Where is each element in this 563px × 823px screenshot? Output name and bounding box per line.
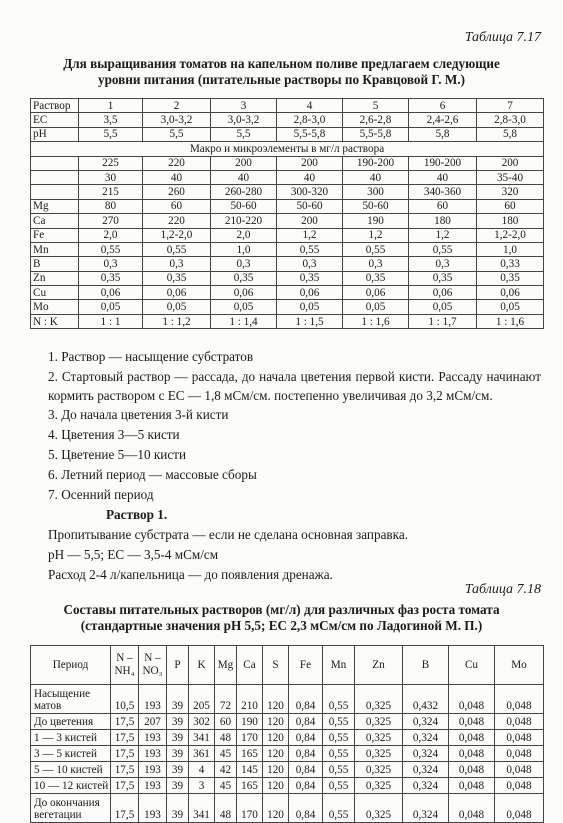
note-item: 1. Раствор — насыщение субстратов <box>48 349 254 364</box>
table-cell: 180 <box>409 214 477 228</box>
table-cell: 0,55 <box>323 730 355 746</box>
table-cell: 120 <box>263 685 289 714</box>
header-cell: Zn <box>355 646 403 685</box>
table-cell: 6 <box>409 99 477 113</box>
table-cell: 340-360 <box>409 185 477 199</box>
header-text: NO₃ <box>142 665 163 677</box>
table-cell: 1 : 1,4 <box>211 314 277 328</box>
table-cell: 39 <box>167 685 189 714</box>
table-cell: 341 <box>189 730 215 746</box>
table-cell: 35-40 <box>477 170 544 184</box>
table-cell: 0,35 <box>211 271 277 285</box>
table-cell: 0,048 <box>495 730 544 746</box>
row-label: Fe <box>31 228 79 242</box>
table-cell: 0,84 <box>289 762 323 778</box>
header-cell <box>139 646 167 685</box>
table-cell: 39 <box>167 746 189 762</box>
table-cell: 193 <box>139 746 167 762</box>
note-item: 7. Осенний период <box>48 487 154 502</box>
table-cell: 0,048 <box>449 685 495 714</box>
row-label: Zn <box>31 271 79 285</box>
table-cell: 0,325 <box>355 714 403 730</box>
table-row <box>31 714 544 730</box>
table-cell: 193 <box>139 685 167 714</box>
table-cell: 40 <box>211 170 277 184</box>
table-subheader: Макро и микроэлементы в мг/л раствора <box>31 142 544 156</box>
table-cell: 0,06 <box>211 286 277 300</box>
table-cell: 17,5 <box>111 762 139 778</box>
table-cell: 39 <box>167 794 189 823</box>
table-cell: 30 <box>79 170 143 184</box>
table-cell: 4 <box>189 762 215 778</box>
table-cell: 50-60 <box>343 199 409 213</box>
table-cell: 0,55 <box>323 746 355 762</box>
table-cell: 0,05 <box>143 300 211 314</box>
table-cell: 270 <box>79 214 143 228</box>
table-cell: 5 <box>343 99 409 113</box>
table-cell: 60 <box>409 199 477 213</box>
table-cell: 193 <box>139 730 167 746</box>
table-cell: 300-320 <box>277 185 343 199</box>
table-cell: 0,048 <box>495 794 544 823</box>
table-cell: 302 <box>189 714 215 730</box>
table-header-row <box>31 646 544 685</box>
table-cell: 200 <box>211 156 277 170</box>
header-cell: Период <box>31 646 111 685</box>
table-cell: 0,05 <box>477 300 544 314</box>
table-cell: 0,048 <box>495 685 544 714</box>
nutrient-solutions-table <box>30 645 544 823</box>
table-cell: 0,048 <box>449 762 495 778</box>
table-cell: 361 <box>189 746 215 762</box>
table-cell: 39 <box>167 778 189 794</box>
table-cell: 0,55 <box>323 714 355 730</box>
table-cell: 1,2 <box>409 228 477 242</box>
table-cell: 0,55 <box>323 794 355 823</box>
table-cell: 0,048 <box>495 746 544 762</box>
row-label <box>31 170 79 184</box>
period-cell: 5 — 10 кистей <box>31 762 111 778</box>
table-row <box>31 286 544 300</box>
table-cell: 0,324 <box>403 778 449 794</box>
table-cell: 0,35 <box>143 271 211 285</box>
table-cell: 0,35 <box>343 271 409 285</box>
notes-block <box>30 347 541 585</box>
row-label: Mo <box>31 300 79 314</box>
table-caption: Таблица 7.17 <box>464 30 541 45</box>
table-cell: 300 <box>343 185 409 199</box>
period-cell: 10 — 12 кистей <box>31 778 111 794</box>
table-cell: 0,06 <box>343 286 409 300</box>
table-cell: 39 <box>167 714 189 730</box>
table-cell: 0,325 <box>355 746 403 762</box>
table-cell: 215 <box>79 185 143 199</box>
period-cell: До цветения <box>31 714 111 730</box>
note-item: 4. Цветения 3—5 кисти <box>48 427 180 442</box>
table-row <box>31 257 544 271</box>
table-cell: 190-200 <box>343 156 409 170</box>
table-cell: 120 <box>263 730 289 746</box>
table-cell: 210-220 <box>211 214 277 228</box>
table-cell: 190-200 <box>409 156 477 170</box>
table-cell: 40 <box>343 170 409 184</box>
table-cell: 80 <box>79 199 143 213</box>
table-cell: 0,55 <box>323 778 355 794</box>
table-cell: 165 <box>237 778 263 794</box>
row-label <box>31 156 79 170</box>
table-cell: 7 <box>477 99 544 113</box>
table-cell: 2,8-3,0 <box>477 113 544 127</box>
table-cell: 0,35 <box>277 271 343 285</box>
header-cell: Mg <box>215 646 237 685</box>
table-cell: 165 <box>237 746 263 762</box>
period-cell <box>31 685 111 714</box>
table-cell: 0,325 <box>355 794 403 823</box>
period-text: матов <box>34 700 62 712</box>
period-text: Насыщение <box>34 688 91 700</box>
table-cell: 0,048 <box>495 762 544 778</box>
table-row <box>31 170 544 184</box>
table-row <box>31 778 544 794</box>
table-cell: 0,324 <box>403 762 449 778</box>
table-cell: 341 <box>189 794 215 823</box>
table-cell: 0,3 <box>343 257 409 271</box>
table-cell: 5,8 <box>477 127 544 141</box>
table-cell: 0,324 <box>403 730 449 746</box>
table-cell: 0,048 <box>449 778 495 794</box>
table-cell: 1 : 1,6 <box>477 314 544 328</box>
table-cell: 5,8 <box>409 127 477 141</box>
table-cell: 220 <box>143 214 211 228</box>
table-cell: 225 <box>79 156 143 170</box>
table-cell: 205 <box>189 685 215 714</box>
table-row <box>31 127 544 141</box>
table-row <box>31 199 544 213</box>
period-cell: 3 — 5 кистей <box>31 746 111 762</box>
table-cell: 0,55 <box>277 242 343 256</box>
table-cell: 60 <box>215 714 237 730</box>
table-cell: 210 <box>237 685 263 714</box>
table-cell: 4 <box>277 99 343 113</box>
table-cell: 0,06 <box>143 286 211 300</box>
table-cell: 1 <box>79 99 143 113</box>
table-cell: 0,05 <box>409 300 477 314</box>
table-cell: 0,35 <box>409 271 477 285</box>
table-cell: 1,0 <box>211 242 277 256</box>
table-cell: 190 <box>343 214 409 228</box>
table-cell: 0,324 <box>403 794 449 823</box>
table-cell: 60 <box>477 199 544 213</box>
table-cell: 2,8-3,0 <box>277 113 343 127</box>
table-cell: 200 <box>477 156 544 170</box>
table-cell: 0,05 <box>211 300 277 314</box>
table-cell: 0,35 <box>79 271 143 285</box>
table-cell: 260 <box>143 185 211 199</box>
note-item: 5. Цветение 5—10 кисти <box>48 447 186 462</box>
table-cell: 0,3 <box>79 257 143 271</box>
header-cell <box>111 646 139 685</box>
table-cell: 120 <box>263 778 289 794</box>
table-cell: 60 <box>143 199 211 213</box>
table-cell: 320 <box>477 185 544 199</box>
header-cell: S <box>263 646 289 685</box>
table-cell: 0,325 <box>355 762 403 778</box>
table-cell: 42 <box>215 762 237 778</box>
table-cell: 170 <box>237 794 263 823</box>
table-cell: 0,55 <box>323 685 355 714</box>
table-cell: 0,325 <box>355 778 403 794</box>
table-cell: 193 <box>139 778 167 794</box>
table-row <box>31 185 544 199</box>
note-item: 3. До начала цветения 3-й кисти <box>48 407 229 422</box>
table-cell: 0,06 <box>409 286 477 300</box>
table-cell: 50-60 <box>211 199 277 213</box>
table-cell: 10,5 <box>111 685 139 714</box>
table-cell: 40 <box>277 170 343 184</box>
table-cell: 3 <box>211 99 277 113</box>
table-cell: 72 <box>215 685 237 714</box>
table-cell: 1 : 1,7 <box>409 314 477 328</box>
period-text: До окончания <box>34 797 100 809</box>
header-cell: B <box>403 646 449 685</box>
table-title-line: (стандартные значения рН 5,5; ЕС 2,3 мСм/см по Ладогиной М. П.) <box>80 618 483 633</box>
header-cell: Fe <box>289 646 323 685</box>
table-row <box>31 156 544 170</box>
table-title-line: Для выращивания томатов на капельном поливе предлагаем следующие <box>63 56 500 71</box>
row-label <box>31 185 79 199</box>
table-cell: 200 <box>277 156 343 170</box>
table-cell: 45 <box>215 778 237 794</box>
table-cell: 0,84 <box>289 714 323 730</box>
table-cell: 0,06 <box>277 286 343 300</box>
header-text: NH₄ <box>114 665 135 677</box>
table-cell: 5,5-5,8 <box>277 127 343 141</box>
table-cell: 50-60 <box>277 199 343 213</box>
table-cell: 0,05 <box>79 300 143 314</box>
table-row <box>31 794 544 823</box>
table-cell: 1,2-2,0 <box>143 228 211 242</box>
header-cell: Ca <box>237 646 263 685</box>
table-cell: 2,4-2,6 <box>409 113 477 127</box>
table-row <box>31 762 544 778</box>
table-cell: 180 <box>477 214 544 228</box>
table-cell: 0,06 <box>79 286 143 300</box>
row-label: EC <box>31 113 79 127</box>
table-cell: 1 : 1,2 <box>143 314 211 328</box>
table-cell: 17,5 <box>111 794 139 823</box>
table-cell: 190 <box>237 714 263 730</box>
table-cell: 17,5 <box>111 746 139 762</box>
table-cell: 0,048 <box>495 778 544 794</box>
table-row <box>31 730 544 746</box>
table-cell: 0,432 <box>403 685 449 714</box>
table-cell: 0,35 <box>477 271 544 285</box>
header-cell: Mn <box>323 646 355 685</box>
table-subheader-row <box>31 142 544 156</box>
table-cell: 0,324 <box>403 746 449 762</box>
table-cell: 17,5 <box>111 730 139 746</box>
table-cell: 17,5 <box>111 714 139 730</box>
table-row <box>31 300 544 314</box>
note-item: 6. Летний период — массовые сборы <box>48 467 257 482</box>
header-text: N – <box>116 652 133 664</box>
table-cell: 260-280 <box>211 185 277 199</box>
header-cell: Mo <box>495 646 544 685</box>
table-cell: 1,2 <box>277 228 343 242</box>
table-title <box>30 56 533 88</box>
header-cell: Cu <box>449 646 495 685</box>
table-cell: 120 <box>263 714 289 730</box>
table-cell: 5,5 <box>79 127 143 141</box>
table-cell: 0,048 <box>449 746 495 762</box>
row-label: N : K <box>31 314 79 328</box>
table-cell: 39 <box>167 730 189 746</box>
table-cell: 0,3 <box>277 257 343 271</box>
row-label: Mg <box>31 199 79 213</box>
table-cell: 1,0 <box>477 242 544 256</box>
table-cell: 5,5 <box>211 127 277 141</box>
table-cell: 170 <box>237 730 263 746</box>
table-cell: 0,324 <box>403 714 449 730</box>
table-cell: 0,3 <box>211 257 277 271</box>
table-cell: 0,84 <box>289 794 323 823</box>
table-cell: 0,55 <box>409 242 477 256</box>
table-cell: 48 <box>215 730 237 746</box>
table-cell: 0,048 <box>449 730 495 746</box>
table-cell: 39 <box>167 762 189 778</box>
table-cell: 200 <box>277 214 343 228</box>
table-cell: 193 <box>139 794 167 823</box>
table-cell: 0,06 <box>477 286 544 300</box>
table-cell: 2 <box>143 99 211 113</box>
table-row <box>31 685 544 714</box>
period-cell: 1 — 3 кистей <box>31 730 111 746</box>
table-cell: 40 <box>409 170 477 184</box>
table-cell: 0,05 <box>343 300 409 314</box>
table-title-line: Составы питательных растворов (мг/л) для различных фаз роста томата <box>63 602 500 617</box>
row-label: pH <box>31 127 79 141</box>
period-text: вегетации <box>34 809 82 821</box>
table-cell: 120 <box>263 794 289 823</box>
table-row <box>31 271 544 285</box>
header-cell: P <box>167 646 189 685</box>
table-cell: 0,3 <box>409 257 477 271</box>
row-label: Cu <box>31 286 79 300</box>
table-cell: 1 : 1,6 <box>343 314 409 328</box>
table-cell: 0,325 <box>355 685 403 714</box>
table-row <box>31 314 544 328</box>
table-row <box>31 746 544 762</box>
header-cell: K <box>189 646 215 685</box>
table-cell: 1 : 1 <box>79 314 143 328</box>
table-title-line: уровни питания (питательные растворы по Кравцовой Г. М.) <box>97 72 466 87</box>
solution-line: Пропитывание субстрата — если не сделана основная заправка. <box>48 527 409 542</box>
table-cell: 145 <box>237 762 263 778</box>
table-caption: Таблица 7.18 <box>464 582 541 597</box>
table-cell: 220 <box>143 156 211 170</box>
table-cell: 2,0 <box>211 228 277 242</box>
table-cell: 0,55 <box>323 762 355 778</box>
table-cell: 193 <box>139 762 167 778</box>
table-cell: 3,0-3,2 <box>143 113 211 127</box>
table-cell: 48 <box>215 794 237 823</box>
table-cell: 0,325 <box>355 730 403 746</box>
table-cell: 0,84 <box>289 730 323 746</box>
table-cell: 1,2-2,0 <box>477 228 544 242</box>
table-cell: 1,2 <box>343 228 409 242</box>
row-label: Ca <box>31 214 79 228</box>
table-cell: 0,05 <box>277 300 343 314</box>
solution-line: pH — 5,5; EC — 3,5-4 мСм/см <box>48 547 219 562</box>
table-cell: 0,33 <box>477 257 544 271</box>
row-label: Mn <box>31 242 79 256</box>
table-cell: 1 : 1,5 <box>277 314 343 328</box>
table-cell: 120 <box>263 762 289 778</box>
row-label: B <box>31 257 79 271</box>
nutrient-levels-table <box>30 98 544 329</box>
table-row <box>31 113 544 127</box>
table-cell: 0,84 <box>289 685 323 714</box>
note-item: 2. Стартовый раствор — рассада, до начала цветения первой кисти. Рассаду начинают кормить раствором с ЕС — 1,8 мСм/см. постепенно увеличивая до 3,2 мСм/см. <box>48 369 541 403</box>
table-cell: 3,0-3,2 <box>211 113 277 127</box>
table-cell: 2,6-2,8 <box>343 113 409 127</box>
table-cell: 40 <box>143 170 211 184</box>
table-cell: 0,048 <box>495 714 544 730</box>
table-cell: 3,5 <box>79 113 143 127</box>
table-cell: 207 <box>139 714 167 730</box>
table-cell: 0,55 <box>343 242 409 256</box>
table-row <box>31 228 544 242</box>
table-cell: 0,55 <box>79 242 143 256</box>
table-header-row <box>31 99 544 113</box>
table-cell: 45 <box>215 746 237 762</box>
solution-line: Расход 2-4 л/капельница — до появления дренажа. <box>48 567 333 582</box>
table-cell: 0,55 <box>143 242 211 256</box>
table-title <box>30 602 533 634</box>
table-cell: 0,84 <box>289 746 323 762</box>
table-cell: 2,0 <box>79 228 143 242</box>
table-cell: 0,84 <box>289 778 323 794</box>
table-cell: 3 <box>189 778 215 794</box>
table-cell: 0,3 <box>143 257 211 271</box>
header-text: N – <box>144 652 161 664</box>
solution-title: Раствор 1. <box>106 507 168 522</box>
table-cell: 5,5 <box>143 127 211 141</box>
table-cell: 17,5 <box>111 778 139 794</box>
period-cell <box>31 794 111 823</box>
table-cell: 5,5-5,8 <box>343 127 409 141</box>
table-row <box>31 242 544 256</box>
table-cell: 0,048 <box>449 794 495 823</box>
table-cell: 120 <box>263 746 289 762</box>
row-label: Раствор <box>31 99 79 113</box>
table-row <box>31 214 544 228</box>
table-cell: 0,048 <box>449 714 495 730</box>
